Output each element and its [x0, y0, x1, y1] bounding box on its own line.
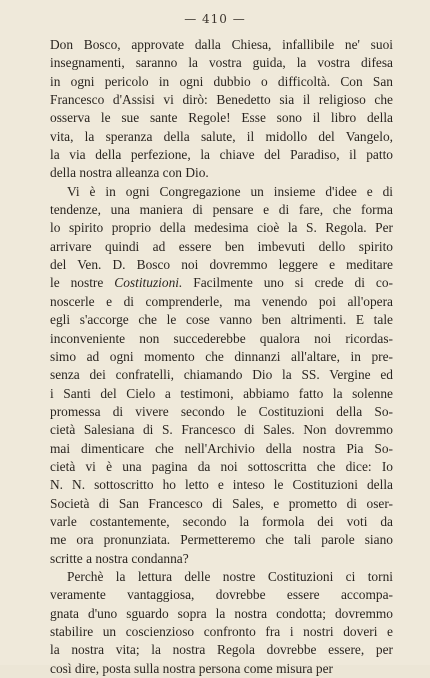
text-line: la nostra vita; la nostra Regola dovrebbe essere, per: [50, 642, 393, 658]
text-line: promessa di vivere secondo le Costituzioni della So-: [50, 403, 393, 419]
text-line: la via della perfezione, la chiave del Paradiso, il patto: [50, 147, 393, 163]
text-line: Vi è in ogni Congregazione un insieme d'idee e di: [67, 183, 393, 199]
text-line: scritte a nostra condanna?: [50, 550, 189, 566]
text-line: varle costantemente, secondo la formola dei voti da: [50, 513, 393, 529]
text-line: vita, la speranza della salute, il midollo del Vangelo,: [50, 128, 393, 144]
text-line: Perchè la lettura delle nostre Costituzioni ci torni: [67, 568, 393, 584]
text-line: Società di San Francesco di Sales, e prometto di oser-: [50, 495, 393, 511]
text-line: in ogni pericolo in ogni dubbio o difficoltà. Con San: [50, 73, 393, 89]
text-line: me ora pronunziata. Permetteremo che tali parole siano: [50, 532, 393, 548]
paragraph: [50, 36, 393, 183]
text-line: Don Bosco, approvate dalla Chiesa, infallibile ne' suoi: [50, 37, 393, 52]
text-line: noscerle e di comprenderle, ma venendo poi all'opera: [50, 293, 393, 309]
text-line: inconveniente non succederebbe qualora noi ricordas-: [50, 330, 393, 346]
text-line: mai dimenticare che nell'Archivio della nostra Pia So-: [50, 440, 393, 456]
text-line: le nostre Costituzioni. Facilmente uno si crede di co-: [50, 275, 393, 291]
text-line: i Santi del Cielo a testimoni, abbiamo fatto la solenne: [50, 385, 393, 401]
text-line: gnata d'uno sguardo sopra la nostra condotta; dovremmo: [50, 605, 393, 621]
text-line: N. N. sottoscritto ho letto e inteso le Costituzioni della: [50, 477, 393, 493]
text-line: egli s'accorge che le cose vanno ben altrimenti. E tale: [50, 312, 393, 328]
paragraph: [50, 568, 393, 678]
text-line: Francesco d'Assisi vi dirò: Benedetto sia il religioso che: [50, 92, 393, 108]
text-line: lo spirito proprio della medesima cioè la S. Regola. Per: [50, 220, 393, 236]
text-line: arrivare quindi ad essere ben imbevuti dello spirito: [50, 238, 393, 254]
text-line: osserva le sue sante Regole! Esse sono il libro della: [50, 110, 393, 126]
text-line: simo ad ogni momento che dinnanzi all'altare, in pre-: [50, 348, 393, 364]
text-line: veramente vantaggiosa, dovrebbe essere accompa-: [50, 587, 393, 603]
text-line: del Ven. D. Bosco noi dovremmo leggere e meditare: [50, 257, 393, 273]
body-text: [50, 36, 393, 678]
text-line: cietà vi è una pagina da noi sottoscritta che dice: Io: [50, 458, 393, 474]
text-line: stabilire un coscienzioso confronto fra i nostri doveri e: [50, 624, 393, 639]
paragraph: [50, 183, 393, 568]
text-line: così dire, posta sulla nostra persona come misura per: [50, 660, 333, 676]
text-line: della nostra alleanza con Dio.: [50, 165, 209, 181]
text-line: insegnamenti, saranno la vostra guida, la vostra difesa: [50, 55, 393, 71]
text-line: cietà Salesiana di S. Francesco di Sales. Non dovremmo: [50, 422, 393, 438]
text-line: senza dei confratelli, chiamando Dio la SS. Vergine ed: [50, 367, 393, 383]
text-line: tendenze, una maniera di pensare e di fare, che forma: [50, 202, 393, 218]
page-number: — 410 —: [184, 12, 246, 26]
